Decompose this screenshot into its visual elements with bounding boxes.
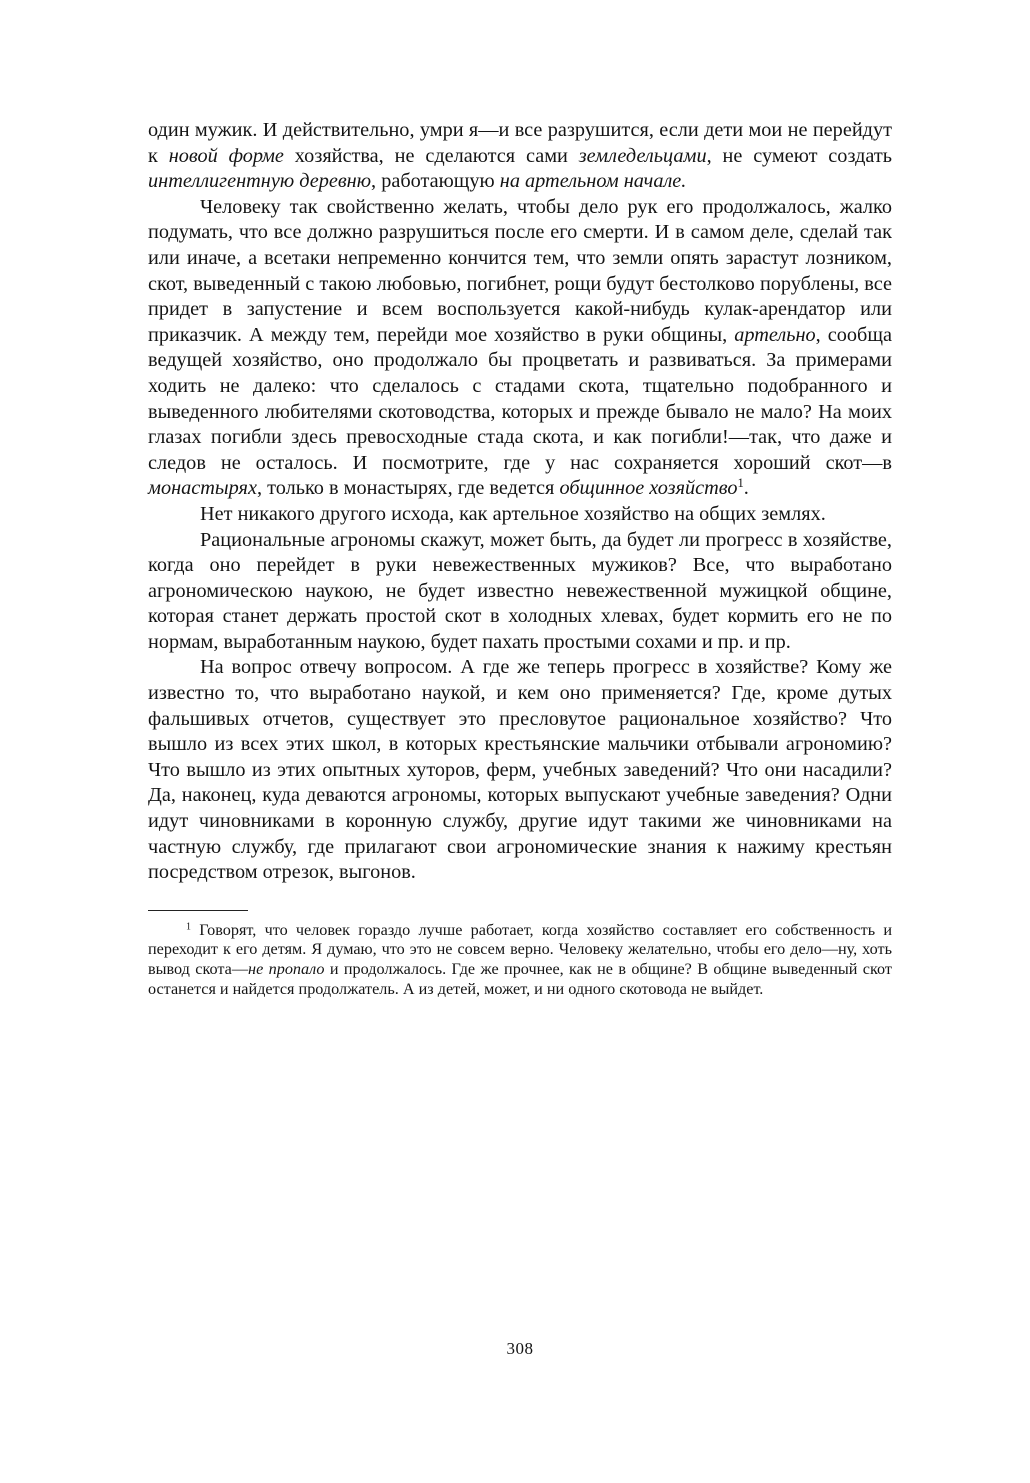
italic-text-run: земледельцами <box>578 144 707 167</box>
footnote-text <box>148 921 892 999</box>
main-text <box>148 118 892 886</box>
footnote-reference[interactable]: 1 <box>737 476 744 491</box>
text-run: , только в монастырях, где ведется <box>256 477 560 500</box>
text-run: . <box>743 477 749 500</box>
text-run: , работающую <box>371 170 500 193</box>
page-number: 308 <box>506 1339 534 1358</box>
text-run: Рациональные агрономы скажут, может быть, да будет ли прогресс в хозяйстве, когда оно перейдет в руки невежественных мужиков? Все, что выработано агрономическою наукою, не будет известно невежественной мужицкой общине, которая станет держать простой скот в холодных хлевах, будет кормить его не по нормам, выработанным наукою, будет пахать простыми сохами и пр. и пр. <box>148 528 892 653</box>
text-run: Нет никакого другого исхода, как артельное хозяйство на общих землях. <box>200 502 826 525</box>
book-page <box>148 118 892 1418</box>
text-run: один мужик. И действительно, умри я—и все разрушится, если дети мои не перейдут к <box>148 119 892 167</box>
italic-text-run: не пропало <box>248 960 325 978</box>
italic-text-run: общинное хозяйство <box>559 477 738 500</box>
paragraph <box>148 195 892 502</box>
text-run: хозяйства, не сделаются сами <box>283 144 579 167</box>
footnote-marker: 1 <box>186 921 192 933</box>
footnote-divider <box>148 910 248 911</box>
paragraph <box>148 502 892 528</box>
text-run: и продолжалось. Где же прочнее, как не в общине? В общине выведенный скот останется и найдется продолжатель. А из детей, может, и ни одного скотовода не выйдет. <box>148 960 892 998</box>
text-run: Человеку так свойственно желать, чтобы дело рук его продолжалось, жалко подумать, что все должно разрушиться после его смерти. И в самом деле, сделай так или иначе, а всетаки непременно кончится тем, что земли опять зарастут лозником, скот, выведенный с такою любовью, погибнет, рощи будут бестолково порублены, все придет в запустение и всем воспользуется какой-нибудь кулак-арендатор или приказчик. А между тем, перейди мое хозяйство в руки общины, <box>148 195 892 346</box>
text-run: , сообща ведущей хозяйство, оно продолжало бы процветать и развиваться. За примерами ходить не далеко: что сделалось с стадами скота, тщательно подобранного и выведенного любителями скотоводства, которых и прежде бывало не мало? На моих глазах погибли здесь превосходные стада скота, и как погибли!—так, что даже и следов не осталось. И посмотрите, где у нас сохраняется хороший скот—в <box>148 323 892 474</box>
italic-text-run: на артельном началe. <box>499 170 687 193</box>
italic-text-run: интеллигентную деревню <box>148 170 372 193</box>
text-run: На вопрос отвечу вопросом. А где же теперь прогресс в хозяйстве? Кому же известно то, что выработано наукой, и кем оно применяется? Где, кроме дутых фальшивых отчетов, существует это пресловутое рациональное хозяйство? Что вышло из всех этих школ, в которых крестьянские мальчики отбывали агрономию? Что вышло из этих опытных хуторов, ферм, учебных заведений? Что они насадили? Да, наконец, куда деваются агрономы, которых выпускают учебные заведения? Одни идут чиновниками в коронную службу, другие идут такими же чиновниками на частную службу, где прилагают свои агрономические знания к нажиму крестьян посредством отрезок, выгонов. <box>148 656 892 884</box>
italic-text-run: монастырях <box>148 477 257 500</box>
paragraph <box>148 528 892 656</box>
paragraph <box>148 118 892 195</box>
italic-text-run: артельно <box>734 323 816 346</box>
footnote-block <box>148 921 892 999</box>
text-run: Говорят, что человек гораздо лучше работает, когда хозяйство составляет его собственность и переходит к его детям. Я думаю, что это не совсем верно. Человеку желательно, чтобы его дело—ну, хоть вывод скота— <box>148 920 892 978</box>
italic-text-run: новой форме <box>168 144 284 167</box>
paragraph <box>148 655 892 885</box>
text-run: , не сумеют создать <box>706 144 892 167</box>
